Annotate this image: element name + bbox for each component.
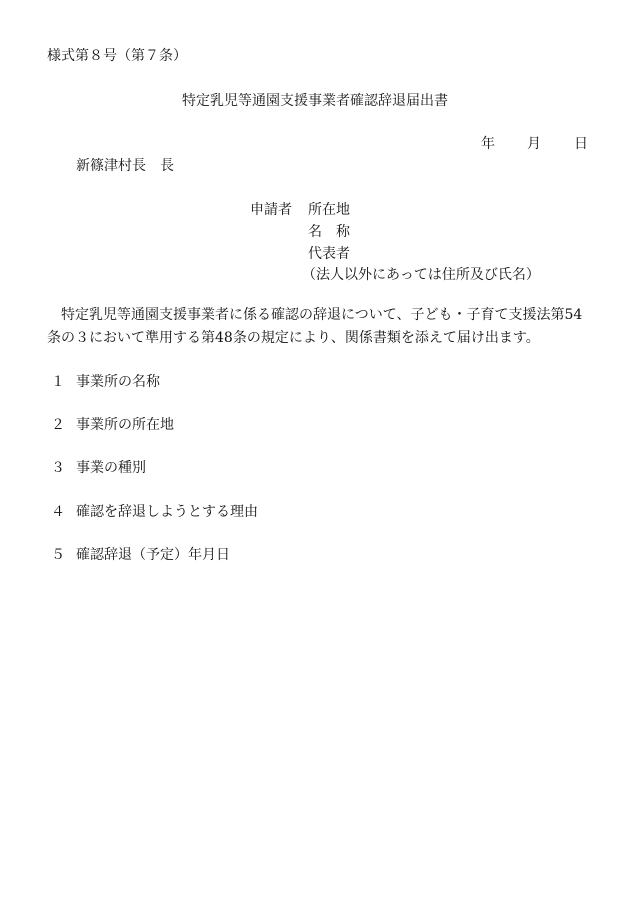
addressee: 新篠津村長 長 [76, 158, 174, 174]
item-number: １ [51, 374, 65, 390]
list-item [51, 416, 174, 434]
applicant-label: 申請者 [250, 202, 292, 218]
list-item [51, 459, 146, 477]
representative-field-label: 代表者 [308, 246, 350, 262]
item-label: 確認辞退（予定）年月日 [76, 547, 230, 563]
body-paragraph: 特定乳児等通園支援事業者に係る確認の辞退について、子ども・子育て支援法第54条の３において準用する第48条の規定により、関係書類を添えて届け出ます。 [47, 307, 583, 346]
form-number: 様式第８号（第７条） [47, 48, 187, 64]
name-field-label: 名 称 [308, 224, 350, 240]
list-item [51, 373, 160, 391]
item-number: ４ [51, 504, 65, 520]
date-line [481, 135, 588, 153]
item-label: 事業所の名称 [76, 374, 160, 390]
item-number: ２ [51, 417, 65, 433]
item-label: 事業の種別 [76, 460, 146, 476]
address-field-label: 所在地 [308, 202, 350, 218]
date-month: 月 [527, 136, 541, 152]
date-day: 日 [574, 136, 588, 152]
item-label: 確認を辞退しようとする理由 [76, 504, 258, 520]
item-number: ５ [51, 547, 65, 563]
list-item [51, 546, 230, 564]
document-title: 特定乳児等通園支援事業者確認辞退届出書 [182, 93, 448, 109]
item-label: 事業所の所在地 [76, 417, 174, 433]
list-item [51, 503, 258, 521]
item-number: ３ [51, 460, 65, 476]
applicant-note: （法人以外にあっては住所及び氏名） [302, 267, 540, 283]
date-year: 年 [481, 136, 495, 152]
